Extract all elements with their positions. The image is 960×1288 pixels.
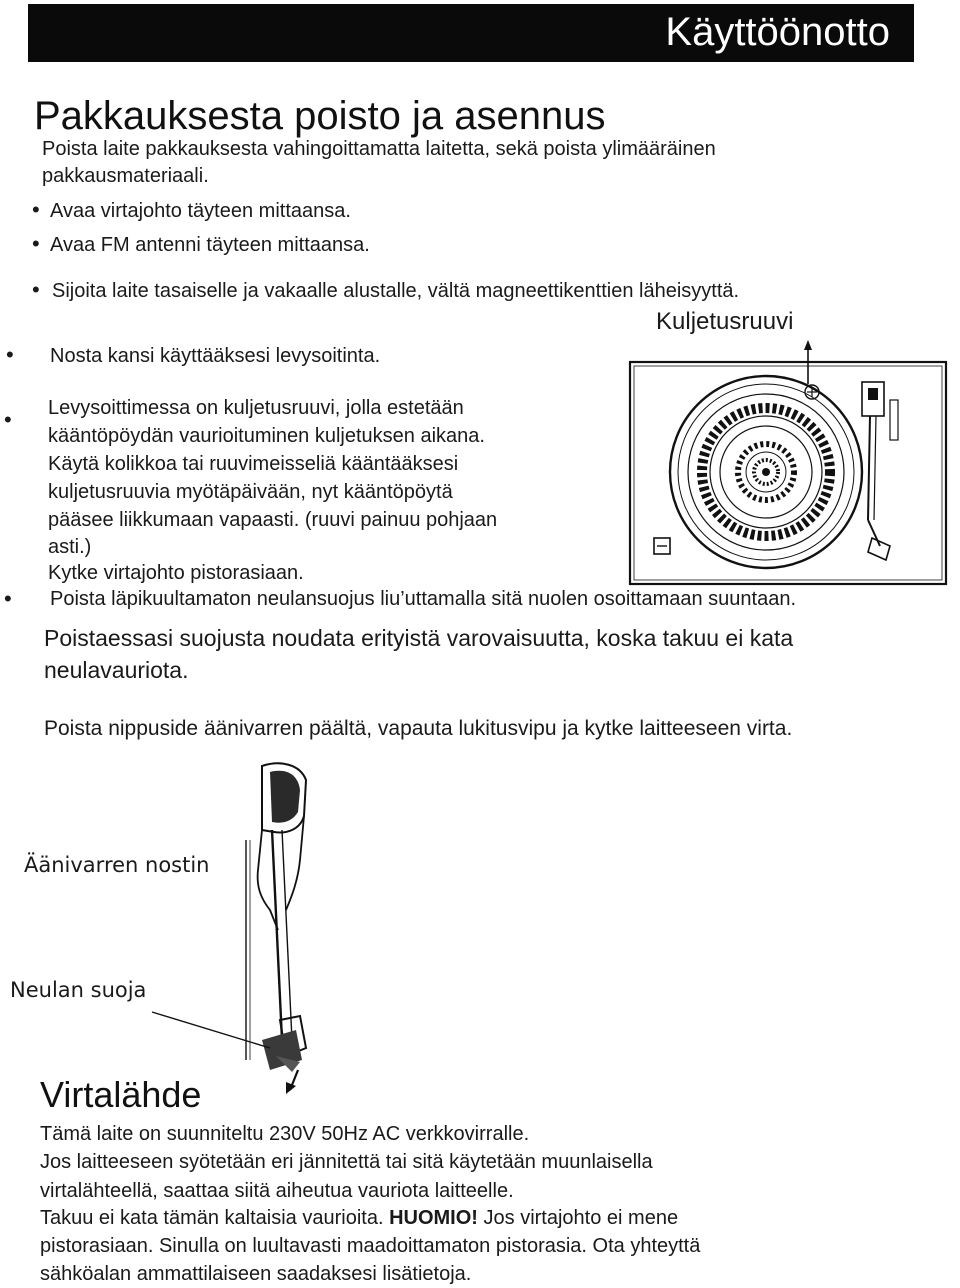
header-title: Käyttöönotto — [665, 10, 890, 54]
bullet-dot: • — [32, 277, 40, 302]
power-text-line4 — [40, 1207, 678, 1230]
power-warning-label: HUOMIO! — [389, 1207, 478, 1229]
bullet-dot: • — [4, 407, 12, 432]
intro-text-line1: Poista laite pakkauksesta vahingoittamatta laitetta, sekä poista ylimääräinen — [42, 138, 716, 160]
intro-text-line2: pakkausmateriaali. — [42, 165, 209, 187]
bullet-text-screw-line5: pääsee liikkumaan vapaasti. (ruuvi painuu pohjaan — [48, 509, 498, 531]
bullet-text-screw-line4: kuljetusruuvia myötäpäivään, nyt kääntöpöytä — [48, 481, 453, 503]
section-title-unpacking: Pakkauksesta poisto ja asennus — [34, 94, 606, 138]
bullet-text-cord: Avaa virtajohto täyteen mittaansa. — [50, 200, 351, 222]
caution-text-line2: neulavauriota. — [44, 657, 189, 683]
power-text-plug: Jos virtajohto ei mene — [477, 1207, 679, 1229]
bullet-text-screw-line1: Levysoittimessa on kuljetusruuvi, jolla estetään — [48, 397, 464, 419]
bullet-text-power: Kytke virtajohto pistorasiaan. — [48, 562, 304, 584]
bullet-text-screw-line3: Käytä kolikkoa tai ruuvimeisseliä kääntääksesi — [48, 453, 459, 475]
bullet-dot: • — [4, 586, 12, 611]
cable-tie-text: Poista nippuside äänivarren päältä, vapauta lukitusvipu ja kytke laitteeseen virta. — [44, 717, 793, 740]
power-text-line2: Jos laitteeseen syötetään eri jännitettä tai sitä käytetään muunlaisella — [40, 1151, 653, 1173]
bullet-text-antenna: Avaa FM antenni täyteen mittaansa. — [50, 234, 370, 256]
bullet-text-lid: Nosta kansi käyttääksesi levysoitinta. — [50, 345, 381, 367]
power-text-line6: sähköalan ammattilaiseen saadaksesi lisätietoja. — [40, 1263, 472, 1285]
caution-text-line1: Poistaessasi suojusta noudata erityistä varovaisuutta, koska takuu ei kata — [44, 625, 794, 651]
label-needle-guard: Neulan suoja — [10, 978, 147, 1002]
bullet-text-needle-guard: Poista läpikuultamaton neulansuojus liu’uttamalla sitä nuolen osoittamaan suuntaan. — [50, 588, 797, 610]
section-title-power: Virtalähde — [40, 1074, 202, 1115]
bullet-text-screw-line2: kääntöpöydän vaurioituminen kuljetuksen aikana. — [48, 425, 485, 447]
power-text-line3: virtalähteellä, saattaa siitä aiheutua vauriota laitteelle. — [40, 1180, 514, 1202]
power-text-line5: pistorasiaan. Sinulla on luultavasti maadoittamaton pistorasia. Ota yhteyttä — [40, 1235, 701, 1257]
bullet-text-screw-line6: asti.) — [48, 536, 92, 558]
bullet-text-placement: Sijoita laite tasaiselle ja vakaalle alustalle, vältä magneettikenttien läheisyyttä. — [52, 280, 740, 302]
bullet-dot: • — [6, 342, 14, 367]
bullet-dot: • — [32, 197, 40, 222]
label-transport-screw: Kuljetusruuvi — [656, 308, 794, 335]
power-text-warranty: Takuu ei kata tämän kaltaisia vaurioita. — [40, 1207, 390, 1229]
bullet-dot: • — [32, 231, 40, 256]
power-text-line1: Tämä laite on suunniteltu 230V 50Hz AC verkkovirralle. — [40, 1123, 530, 1145]
label-arm-lift: Äänivarren nostin — [24, 853, 210, 877]
